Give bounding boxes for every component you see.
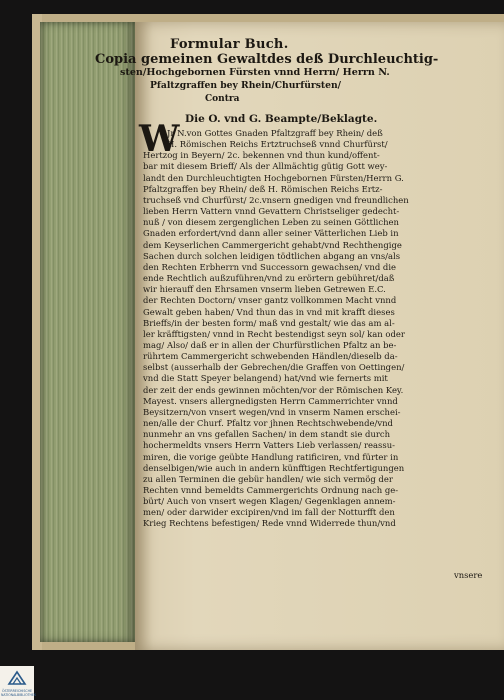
body-line: miren, die vorige geübte Handlung ratificiren, vnd fürter in xyxy=(143,451,399,462)
body-line: der Rechten Doctorn/ vnser gantz vollkommen Macht vnnd xyxy=(143,295,397,306)
body-line: Mayest. vnsers allergnedigsten Herrn Cammerrichter vnnd xyxy=(143,395,398,406)
body-line: nuß / von diesem zergenglichen Leben zu seinen Göttlichen xyxy=(143,217,399,228)
body-line: wir hierauff den Ehrsamen vnserm lieben Getrewen E.C. xyxy=(143,284,386,295)
body-line: den Rechten Erbherrn vnd Successorn gewachsen/ vnd die xyxy=(143,261,397,272)
heading-line-3: Pfaltzgraffen bey Rhein/Churfürsten/ xyxy=(150,80,342,91)
body-line: mag/ Also/ daß er in allen der Churfürstlichen Pfaltz an be- xyxy=(143,339,397,350)
body-line: Beysitzern/von vnsert wegen/vnd in vnserm Namen erschei- xyxy=(143,406,401,417)
body-line: nen/alle der Churf. Pfaltz vor jhnen Rechtschwebende/vnd xyxy=(143,418,393,429)
page-edges xyxy=(40,22,135,642)
heading-line-2: sten/Hochgebornen Fürsten vnnd Herrn/ Herrn N. xyxy=(120,67,390,78)
body-line: bar mit diesem Brieff/ Als der Allmächtig gütig Gott wey- xyxy=(143,161,388,172)
library-logo-text xyxy=(1,689,37,697)
body-line: ende Rechtlich außzuführen/vnd zu erörtern gebühret/daß xyxy=(143,273,395,284)
body-line: Gewalt geben haben/ Vnd thun das in vnd mit krafft dieses xyxy=(143,306,395,317)
library-logo-icon xyxy=(6,669,28,687)
drop-cap: W xyxy=(139,118,180,160)
body-line: Hertzog in Beyern/ 2c. bekennen vnd thun kund/offent- xyxy=(143,150,380,161)
heading-line-1: Copia gemeinen Gewaltdes deß Durchleuchtig- xyxy=(95,52,439,67)
body-line: vnd die Statt Speyer belangend) hat/vnd wie fernerts mit xyxy=(143,373,388,384)
heading-contra: Contra xyxy=(205,94,240,104)
running-title: Formular Buch. xyxy=(170,37,289,52)
body-line: bürt/ Auch von vnsert wegen Klagen/ Gegenklagen annem- xyxy=(143,496,396,507)
body-text xyxy=(143,128,499,530)
body-line: men/ oder darwider excipiren/vnd im fall der Notturfft den xyxy=(143,507,395,518)
body-line: Gnaden erfordert/vnd dann aller seiner Vätterlichen Lieb in xyxy=(143,228,399,239)
body-line: Sachen durch solchen leidigen tödtlichen abgang an vns/als xyxy=(143,250,401,261)
body-line: truchseß vnd Churfürst/ 2c.vnsern gnedigen vnd freundlichen xyxy=(143,194,409,205)
body-line: zu allen Terminen die gebür handlen/ wie sich vermög der xyxy=(143,473,393,484)
heading-parties: Die O. vnd G. Beampte/Beklagte. xyxy=(185,113,378,125)
body-line: denselbigen/wie auch in andern künfftigen Rechtfertigungen xyxy=(143,462,405,473)
library-logo-line-1: ÖSTERREICHISCHE xyxy=(1,689,33,693)
library-logo-line-2: NATIONALBIBLIOTHEK xyxy=(1,693,37,697)
body-line: dem Keyserlichen Cammergericht gehabt/vnd Rechthengige xyxy=(143,239,402,250)
catchword: vnsere xyxy=(454,570,483,580)
body-line: Krieg Rechtens befestigen/ Rede vnnd Widerrede thun/vnd xyxy=(143,518,396,529)
body-line: hochermeldts vnsers Herrn Vatters Lieb verlassen/ reassu- xyxy=(143,440,395,451)
body-line: landt den Durchleuchtigten Hochgebornen Fürsten/Herrn G. xyxy=(143,172,404,183)
body-line: ler kräfftigsten/ vnnd in Recht bestendigst seyn sol/ kan oder xyxy=(143,328,405,339)
body-line: lieben Herrn Vattern vnnd Gevattern Christseliger gedecht- xyxy=(143,206,400,217)
body-line: der zeit der ends gewinnen möchten/vor der Römischen Key. xyxy=(143,384,404,395)
library-logo xyxy=(0,666,37,700)
body-line: rührtem Cammergericht schwebenden Händlen/dieselb da- xyxy=(143,351,398,362)
body-line: selbst (ausserhalb der Gebrechen/die Graffen von Oettingen/ xyxy=(143,362,405,373)
body-line: Brieffs/in der besten form/ maß vnd gestalt/ wie das am al- xyxy=(143,317,395,328)
body-line: nunmehr an vns gefallen Sachen/ in dem standt sie durch xyxy=(143,429,391,440)
body-line: Rechten vnnd bemeldts Cammergerichts Ordnung nach ge- xyxy=(143,485,399,495)
body-line: H. Römischen Reichs Ertztruchseß vnnd Churfürst/ xyxy=(167,139,388,150)
body-line: Pfaltzgraffen bey Rhein/ deß H. Römischen Reichs Ertz- xyxy=(143,183,383,194)
body-line: Jr N.von Gottes Gnaden Pfaltzgraff bey Rhein/ deß xyxy=(167,128,383,138)
